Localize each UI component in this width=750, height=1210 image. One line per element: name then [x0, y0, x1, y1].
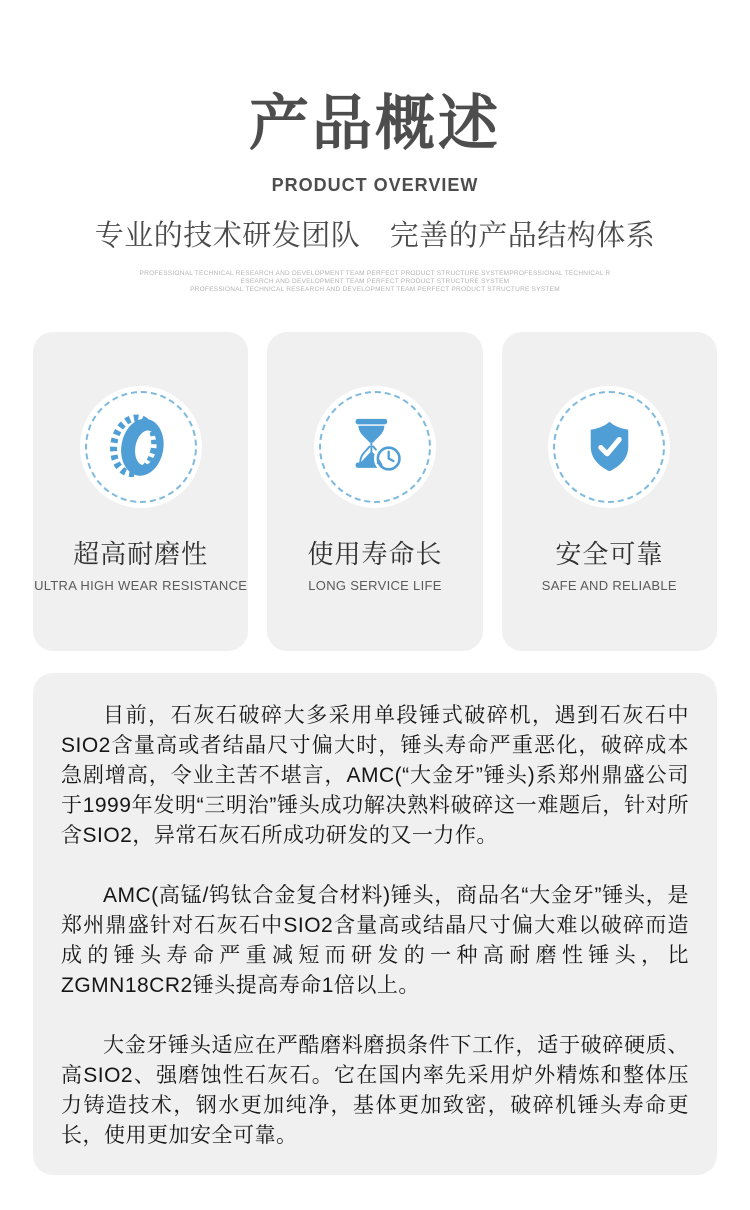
icon-circle [548, 386, 670, 508]
icon-circle [80, 386, 202, 508]
tagline: 专业的技术研发团队 完善的产品结构体系 [94, 220, 656, 252]
description-paragraph: 目前，石灰石破碎大多采用单段锤式破碎机，遇到石灰石中SIO2含量高或者结晶尺寸偏大时，锤头寿命严重恶化，破碎成本急剧增高，令业主苦不堪言，AMC(“大金牙”锤头)系郑州鼎盛公司于1999年发明“三明治”锤头成功解决熟料破碎这一难题后，针对所含SIO2，异常石灰石所成功研发的又一力作。 [61, 703, 689, 847]
overview-header [0, 0, 750, 294]
page-title: 产品概述 [249, 90, 501, 157]
description-paragraph: AMC(高锰/钨钛合金复合材料)锤头，商品名“大金牙”锤头，是郑州鼎盛针对石灰石中SIO2含量高或结晶尺寸偏大难以破碎而造成的锤头寿命严重减短而研发的一种高耐磨性锤头，比ZGMN18CR2锤头提高寿命1倍以上。 [61, 883, 689, 997]
feature-card-safe-reliable [502, 332, 717, 651]
product-description-panel [33, 673, 717, 1175]
feature-card-wear-resistance [33, 332, 248, 651]
tire-icon [106, 412, 176, 482]
icon-circle [314, 386, 436, 508]
tagline-en [0, 270, 750, 294]
description-paragraph: 大金牙锤头适应在严酷磨料磨损条件下工作，适于破碎硬质、高SIO2、强磨蚀性石灰石。它在国内率先采用炉外精炼和整体压力铸造技术，钢水更加纯净，基体更加致密，破碎机锤头寿命更长，使用更加安全可靠。 [61, 1033, 689, 1147]
feature-subtitle-en: ULTRA HIGH WEAR RESISTANCE [34, 577, 248, 593]
feature-cards [33, 332, 717, 651]
tagline-en-line: ESEARCH AND DEVELOPMENT TEAM PERFECT PRODUCT STRUCTURE SYSTEM [240, 277, 510, 285]
feature-title: 安全可靠 [555, 538, 664, 569]
feature-title: 使用寿命长 [307, 538, 443, 569]
feature-title: 超高耐磨性 [73, 538, 209, 569]
feature-card-long-service-life [267, 332, 482, 651]
hourglass-clock-icon [339, 411, 411, 483]
tagline-en-line: PROFESSIONAL TECHNICAL RESEARCH AND DEVELOPMENT TEAM PERFECT PRODUCT STRUCTURE SYSTEMPROFESSIONAL TECHNICAL R [139, 269, 611, 277]
feature-subtitle-en: LONG SERVICE LIFE [308, 577, 442, 593]
tagline-en-line: PROFESSIONAL TECHNICAL RESEARCH AND DEVELOPMENT TEAM PERFECT PRODUCT STRUCTURE SYSTEM [190, 285, 560, 293]
feature-subtitle-en: SAFE AND RELIABLE [541, 577, 677, 593]
shield-check-icon [576, 413, 643, 480]
page-subtitle-en: PRODUCT OVERVIEW [271, 175, 479, 195]
